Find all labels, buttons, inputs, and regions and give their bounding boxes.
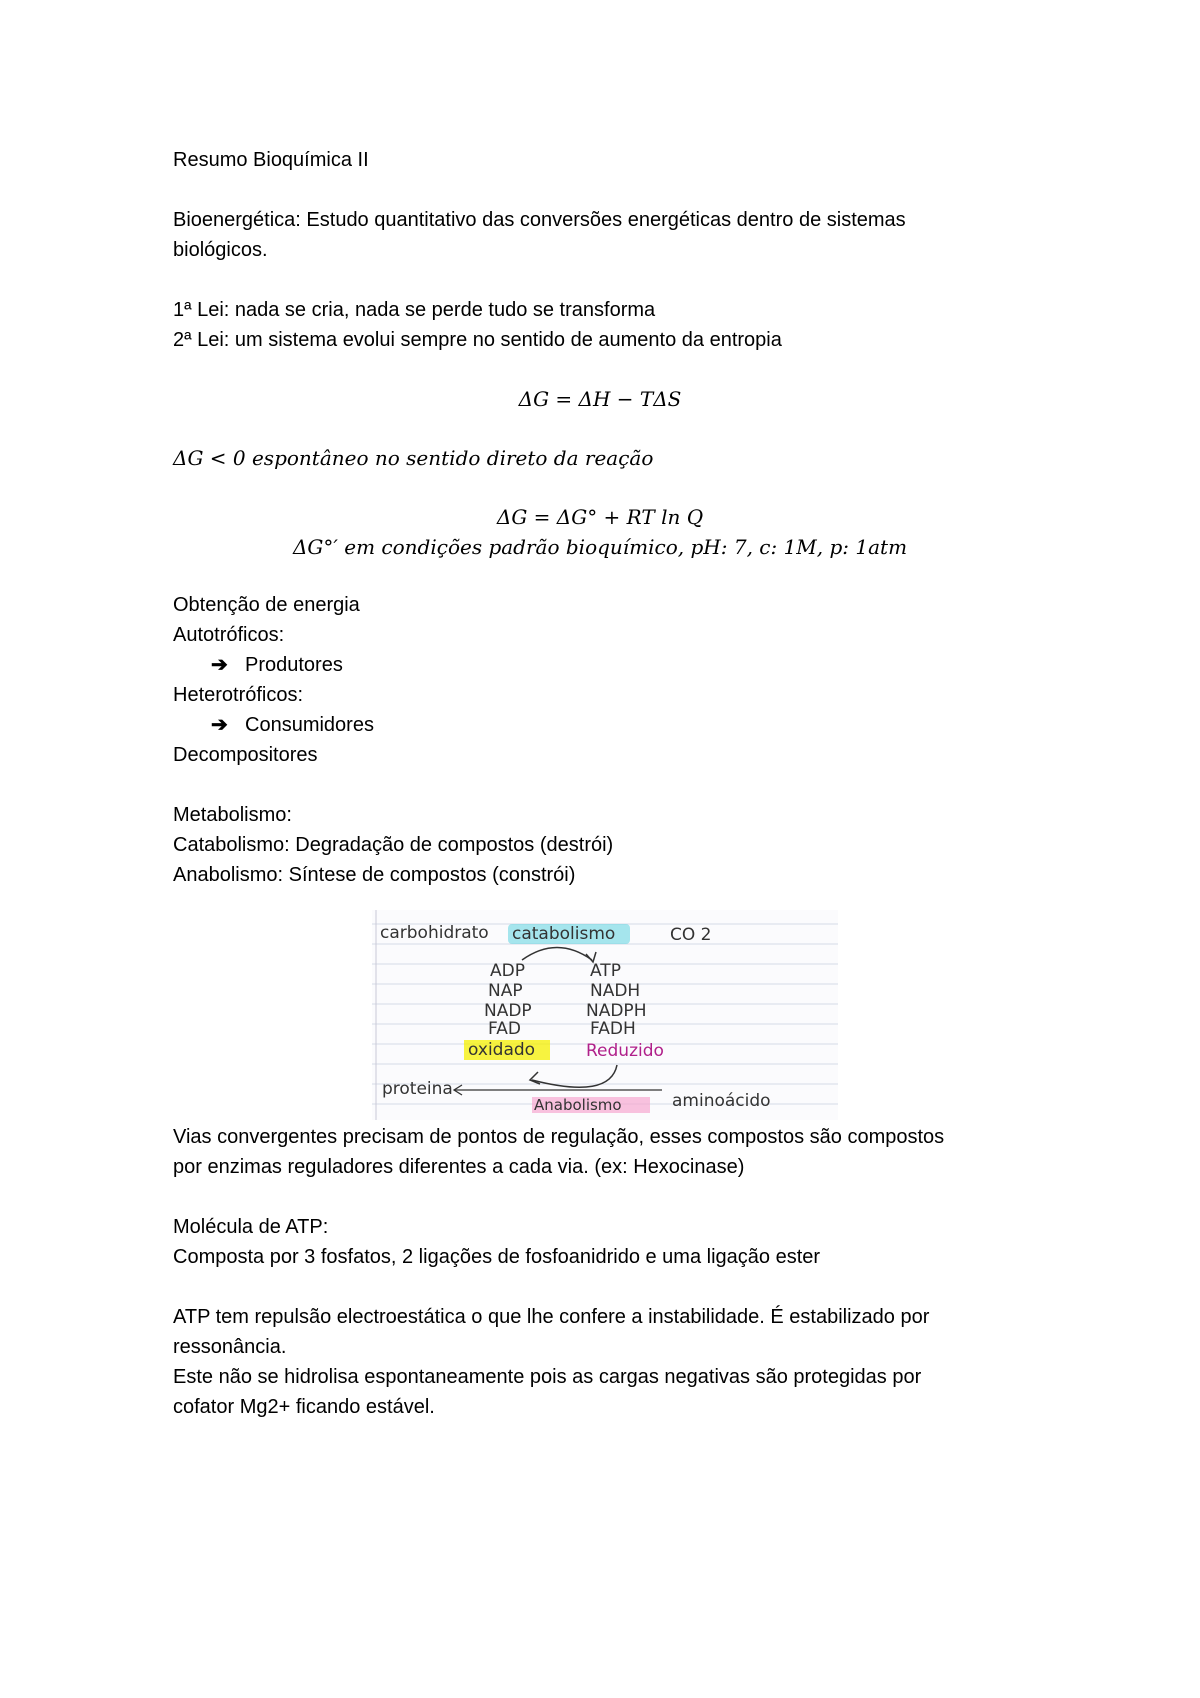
consumers-item [211, 710, 374, 740]
right-list-item: ATP [590, 961, 621, 981]
arrow-icon: ➔ [211, 654, 228, 676]
producers-item [211, 650, 343, 680]
atp-hydrolysis-line-1: Este não se hidrolisa espontaneamente pois as cargas negativas são protegidas por [173, 1366, 922, 1388]
right-list-item: NADPH [586, 1001, 647, 1021]
atp-hydrolysis-line-2: cofator Mg2+ ficando estável. [173, 1396, 435, 1418]
spontaneity-condition: ΔG < 0 espontâneo no sentido direto da reação [173, 446, 654, 470]
atp-repulsion-line-1: ATP tem repulsão electroestática o que lhe confere a instabilidade. É estabilizado por [173, 1306, 930, 1328]
anabolism-label: Anabolismo [534, 1096, 622, 1114]
energy-heading: Obtenção de energia [173, 594, 360, 616]
pathways-line-1: Vias convergentes precisam de pontos de regulação, esses compostos são compostos [173, 1126, 945, 1148]
left-list-item: NADP [484, 1001, 532, 1021]
catabolism-definition: Catabolismo: Degradação de compostos (destrói) [173, 834, 614, 856]
atp-heading: Molécula de ATP: [173, 1216, 329, 1238]
protein-label: proteina [382, 1079, 453, 1099]
anabolism-definition: Anabolismo: Síntese de compostos (constrói) [173, 864, 576, 886]
consumers-label: Consumidores [245, 714, 374, 736]
metabolism-heading: Metabolismo: [173, 804, 292, 826]
atp-composition: Composta por 3 fosfatos, 2 ligações de fosfoanidrido e uma ligação ester [173, 1246, 821, 1268]
decomposers-label: Decompositores [173, 744, 318, 766]
right-list-item: FADH [590, 1019, 636, 1039]
bioenergetica-line-1: Bioenergética: Estudo quantitativo das conversões energéticas dentro de sistemas [173, 209, 906, 231]
reduced-label: Reduzido [586, 1041, 664, 1061]
co2-label: CO 2 [670, 925, 712, 945]
first-law: 1ª Lei: nada se cria, nada se perde tudo se transforma [173, 299, 656, 321]
bioenergetica-line-2: biológicos. [173, 239, 268, 261]
heterotrophs-label: Heterotróficos: [173, 684, 304, 706]
arrow-icon: ➔ [211, 714, 228, 736]
oxidized-label: oxidado [468, 1040, 536, 1060]
second-law: 2ª Lei: um sistema evolui sempre no sentido de aumento da entropia [173, 329, 782, 351]
metabolism-handwritten-diagram [372, 910, 838, 1120]
amino-acid-label: aminoácido [672, 1091, 771, 1111]
left-list-item: FAD [488, 1019, 521, 1039]
catabolism-label: catabolismo [512, 924, 616, 944]
standard-conditions: ΔG°′ em condições padrão bioquímico, pH: 7, c: 1M, p: 1atm [292, 535, 908, 559]
right-list-item: NADH [590, 981, 641, 1001]
pathways-line-2: por enzimas reguladores diferentes a cada via. (ex: Hexocinase) [173, 1156, 745, 1178]
left-list-item: NAP [488, 981, 523, 1001]
atp-repulsion-line-2: ressonância. [173, 1336, 287, 1358]
left-list-item: ADP [490, 961, 525, 981]
doc-title: Resumo Bioquímica II [173, 149, 369, 171]
gibbs-equation: ΔG = ΔH − TΔS [518, 387, 682, 411]
autotrophs-label: Autotróficos: [173, 624, 285, 646]
carbohydrate-label: carbohidrato [380, 923, 489, 943]
gibbs-reaction-quotient: ΔG = ΔG° + RT ln Q [496, 505, 704, 529]
producers-label: Produtores [245, 654, 343, 676]
